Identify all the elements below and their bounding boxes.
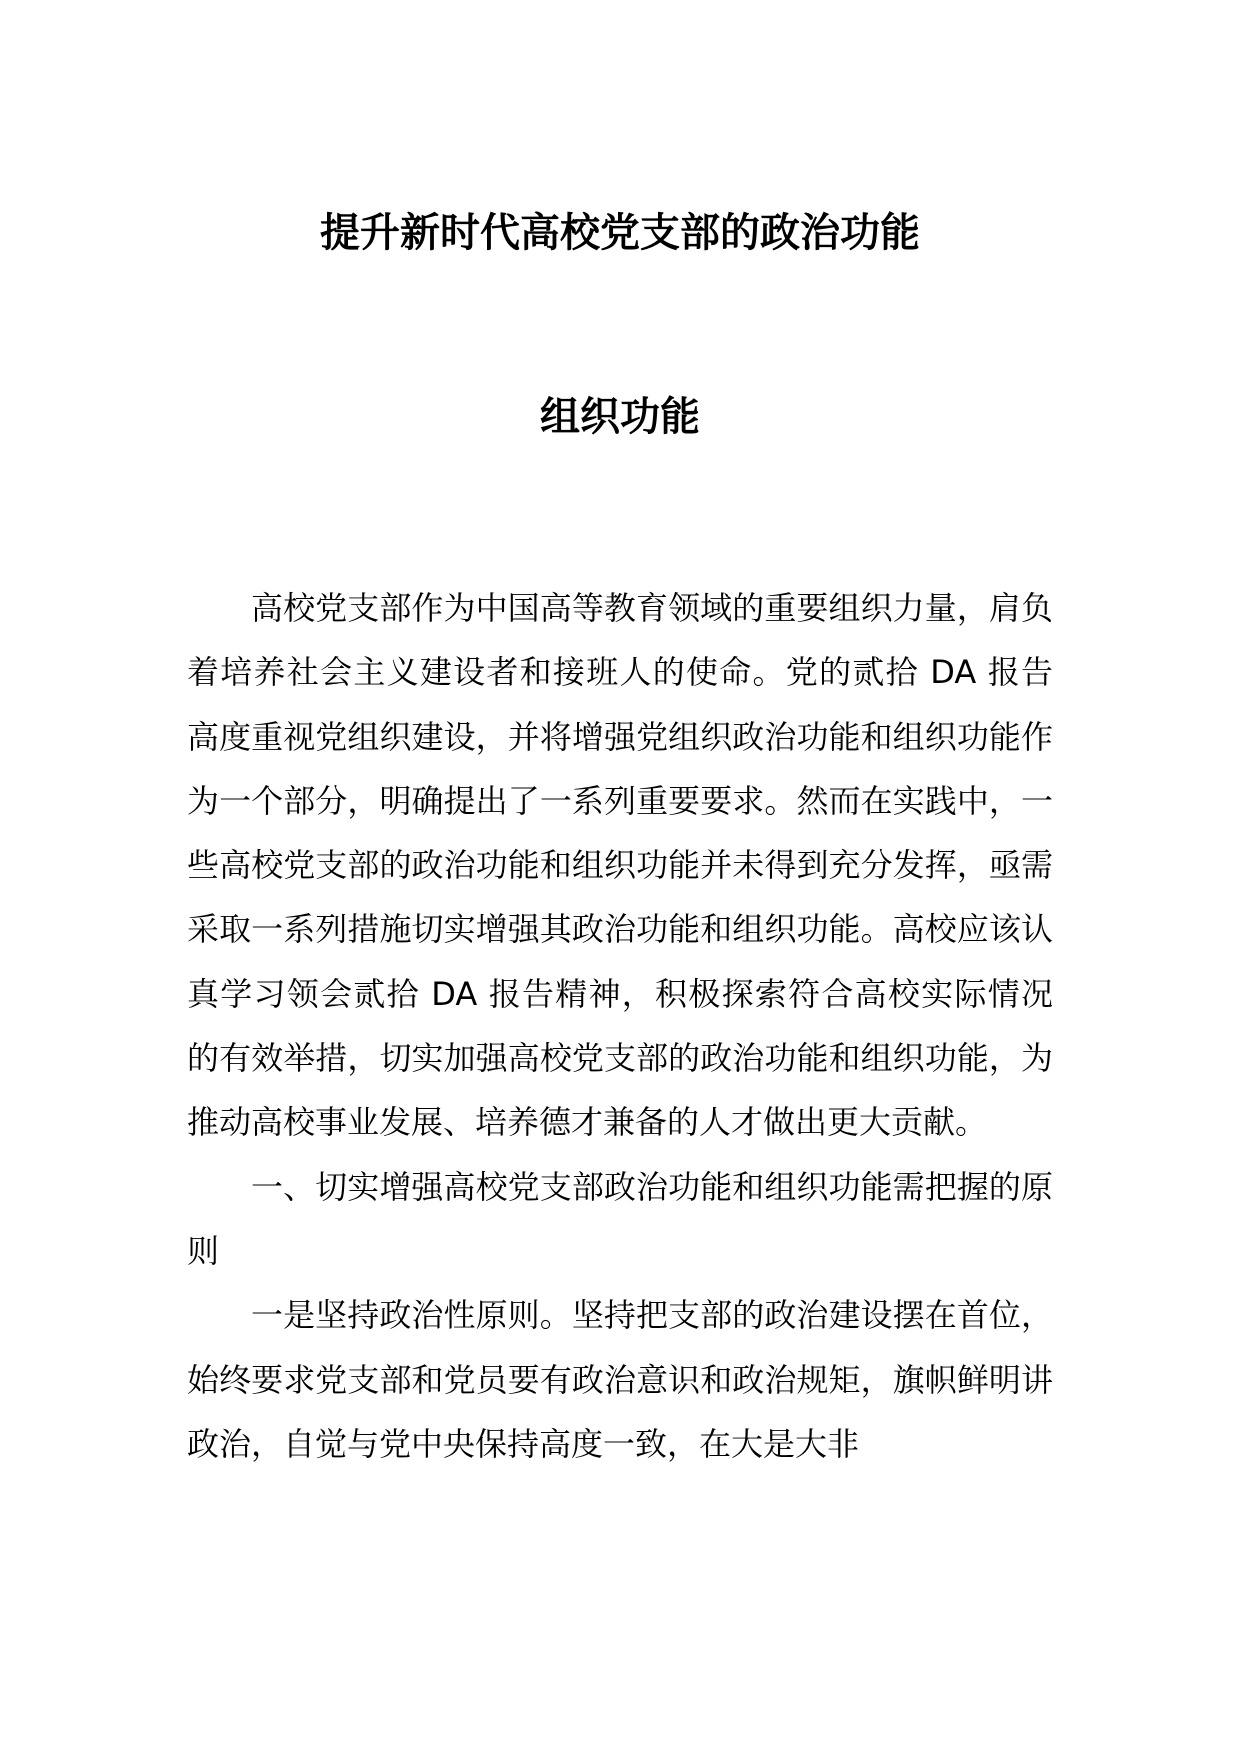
paragraph-principle-1: 一是坚持政治性原则。坚持把支部的政治建设摆在首位，始终要求党支部和党员要有政治意识和政治规矩，旗帜鲜明讲政治，自觉与党中央保持高度一致，在大是大非 [187, 1296, 1053, 1463]
document-title-line-1: 提升新时代高校党支部的政治功能 [320, 210, 920, 256]
paragraph-intro: 高校党支部作为中国高等教育领域的重要组织力量，肩负着培养社会主义建设者和接班人的使命。党的贰拾 DA 报告高度重视党组织建设，并将增强党组织政治功能和组织功能作为一个部分，明确提出了一系列重要要求。然而在实践中，一些高校党支部的政治功能和组织功能并未得到充分发挥，亟需采取一系列措施切实增强其政治功能和组织功能。高校应该认真学习领会贰拾 DA 报告精神，积极探索符合高校实际情况的有效举措，切实加强高校党支部的政治功能和组织功能，为推动高校事业发展、培养德才兼备的人才做出更大贡献。 [187, 589, 1053, 1142]
section-heading-1: 一、切实增强高校党支部政治功能和组织功能需把握的原则 [187, 1167, 1053, 1270]
document-body [187, 576, 1053, 1476]
document-title-line-2: 组织功能 [540, 394, 700, 440]
